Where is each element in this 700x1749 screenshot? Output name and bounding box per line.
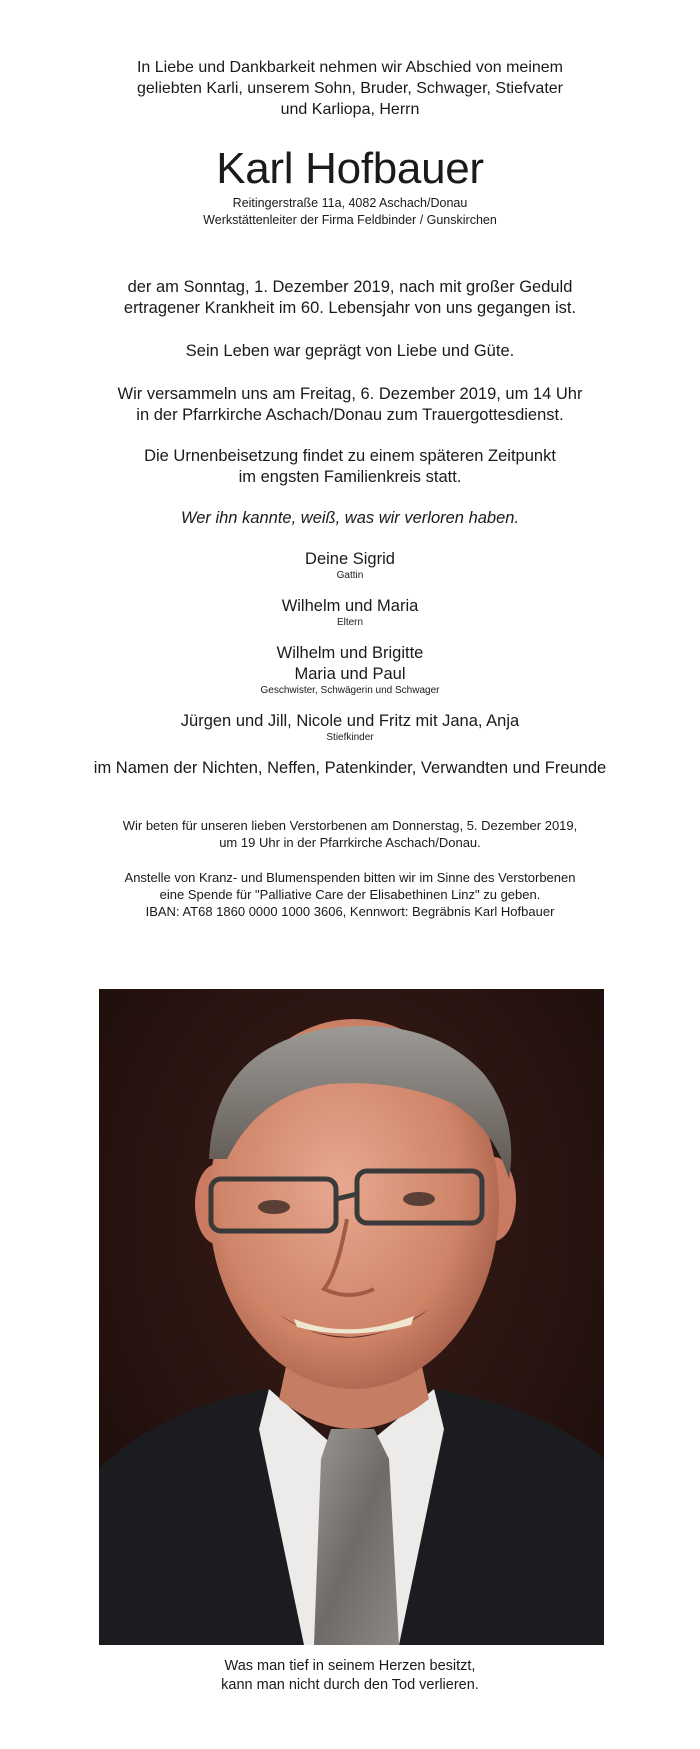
death-line: der am Sonntag, 1. Dezember 2019, nach mit großer Geduld <box>127 278 573 296</box>
quote-line: Wer ihn kannte, weiß, was wir verloren haben. <box>180 509 520 527</box>
mourner-names: Wilhelm und Maria <box>281 597 419 615</box>
mourner-names: Deine Sigrid <box>305 550 395 568</box>
mourner-names: im Namen der Nichten, Neffen, Patenkinder, Verwandten und Freunde <box>93 759 607 777</box>
mourner-group <box>0 596 700 629</box>
urn-line: im engsten Familienkreis statt. <box>238 468 462 486</box>
death-line: ertragener Krankheit im 60. Lebensjahr von uns gegangen ist. <box>123 299 577 317</box>
intro-line: und Karliopa, Herrn <box>280 101 420 118</box>
life-statement <box>0 341 700 362</box>
deceased-name <box>0 143 700 195</box>
deceased-address: Reitingerstraße 11a, 4082 Aschach/Donau <box>232 196 468 210</box>
donation-notice <box>0 869 700 920</box>
portrait-photo <box>99 989 604 1645</box>
urn-line: Die Urnenbeisetzung findet zu einem späteren Zeitpunkt <box>144 447 556 465</box>
service-line: Wir versammeln uns am Freitag, 6. Dezember 2019, um 14 Uhr <box>117 385 583 403</box>
caption-line: Was man tief in seinem Herzen besitzt, <box>224 1658 476 1674</box>
mourner-group <box>0 643 700 697</box>
donation-line: IBAN: AT68 1860 0000 1000 3606, Kennwort: Begräbnis Karl Hofbauer <box>145 904 555 919</box>
mourner-group <box>0 711 700 744</box>
deceased-name-text: Karl Hofbauer <box>216 144 484 193</box>
mourner-relation: Stiefkinder <box>326 732 374 743</box>
funeral-service-info <box>0 384 700 426</box>
urn-burial-info <box>0 446 700 488</box>
deceased-occupation: Werkstättenleiter der Firma Feldbinder / Gunskirchen <box>203 213 497 227</box>
mourner-group <box>0 549 700 582</box>
deceased-details <box>0 195 700 229</box>
mourner-relation: Gattin <box>336 570 364 581</box>
mourner-names: Wilhelm und Brigitte <box>276 644 424 662</box>
closing-caption <box>0 1657 700 1695</box>
caption-line: kann man nicht durch den Tod verlieren. <box>221 1677 479 1693</box>
death-announcement <box>0 277 700 319</box>
portrait-illustration <box>99 989 604 1645</box>
mourner-relation: Eltern <box>336 617 364 628</box>
mourner-names: Maria und Paul <box>294 665 406 683</box>
intro-line: In Liebe und Dankbarkeit nehmen wir Abschied von meinem <box>136 59 564 76</box>
mourner-group <box>0 758 700 779</box>
life-line: Sein Leben war geprägt von Liebe und Güte. <box>185 342 515 360</box>
intro-line: geliebten Karli, unserem Sohn, Bruder, Schwager, Stiefvater <box>136 80 563 97</box>
mourner-relation: Geschwister, Schwägerin und Schwager <box>260 685 440 696</box>
memorial-quote <box>0 508 700 529</box>
mourner-names: Jürgen und Jill, Nicole und Fritz mit Jana, Anja <box>180 712 520 730</box>
prayer-notice <box>0 817 700 851</box>
donation-line: Anstelle von Kranz- und Blumenspenden bitten wir im Sinne des Verstorbenen <box>124 870 576 885</box>
prayer-line: um 19 Uhr in der Pfarrkirche Aschach/Donau. <box>219 835 481 850</box>
service-line: in der Pfarrkirche Aschach/Donau zum Trauergottesdienst. <box>136 406 564 424</box>
donation-line: eine Spende für "Palliative Care der Elisabethinen Linz" zu geben. <box>159 887 541 902</box>
prayer-line: Wir beten für unseren lieben Verstorbenen am Donnerstag, 5. Dezember 2019, <box>122 818 578 833</box>
intro-text <box>0 57 700 120</box>
